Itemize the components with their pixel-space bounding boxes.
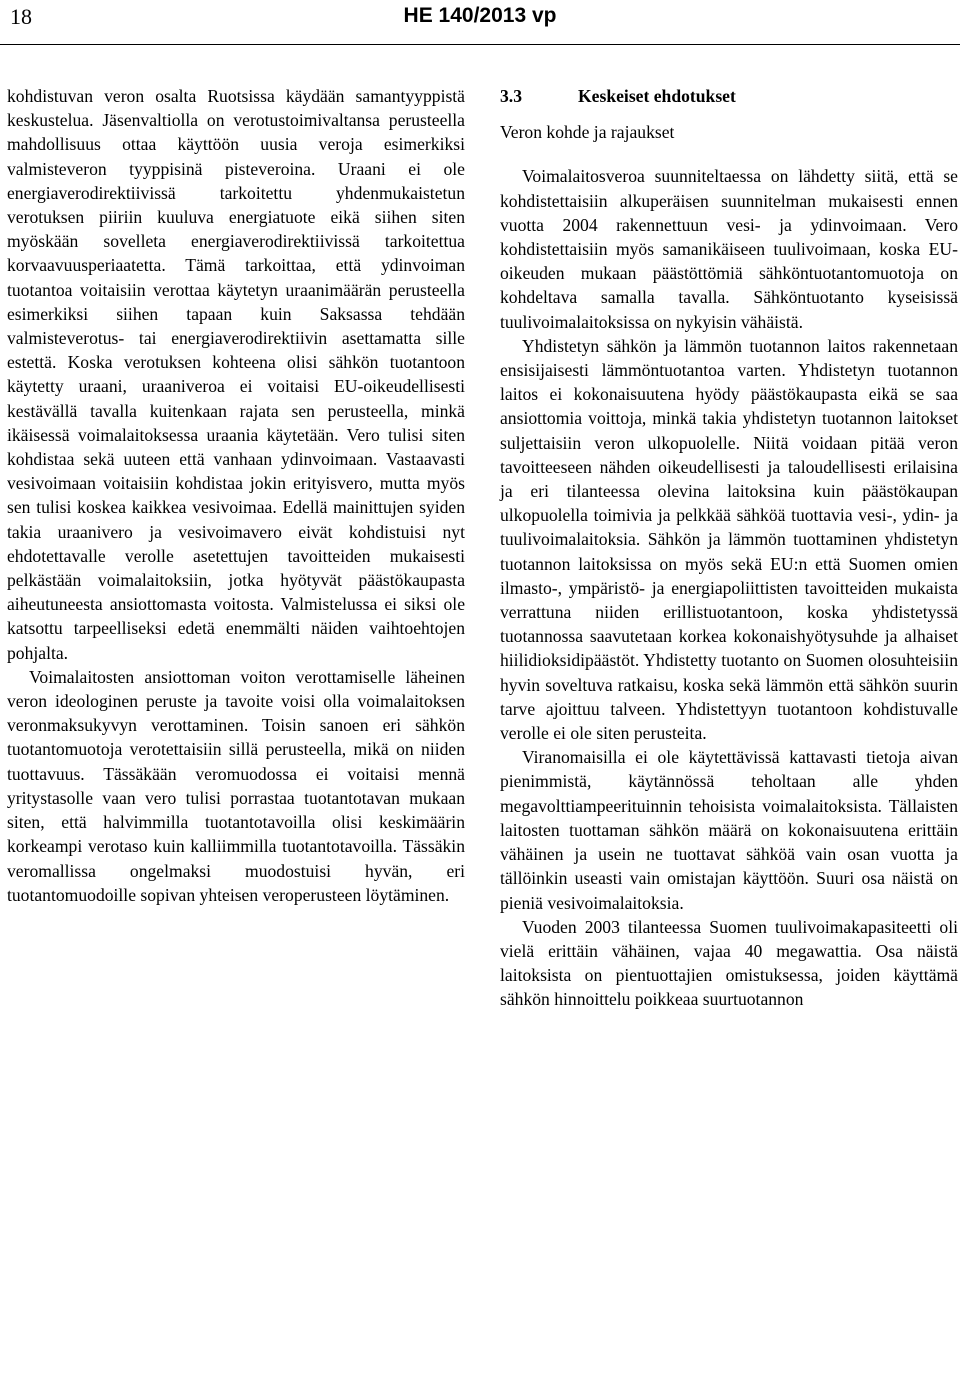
section-title: Keskeiset ehdotukset xyxy=(578,86,736,106)
page-number: 18 xyxy=(10,4,32,29)
document-id: HE 140/2013 vp xyxy=(403,4,557,27)
section-heading xyxy=(500,84,958,108)
body-paragraph: Voimalaitosten ansiottoman voiton verottamiselle läheinen veron ideologinen peruste ja tavoite voisi olla voimalaitoksen veronmaksukyvyn verottaminen. Toisin sanoen eri sähkön tuotantomuotoja verotettaisiin sillä perusteella, mikä on niiden tuottavuus. Tässäkään veromuodossa ei voitaisi mennä yritystasolle vaan vero tulisi porrastaa tuotantotavan mukaan siten, että halvimmilla tuotantotavoilla olisi keskimäärin korkeampi verotaso kuin kalliimmilla tuotantotavoilla. Tässäkin veromallissa ongelmaksi muodostuisi hyvän, eri tuotantomuodoille sopivan yhteisen veroperusteen löytäminen. xyxy=(7,666,465,905)
section-number: 3.3 xyxy=(500,86,522,106)
body-paragraph: kohdistuvan veron osalta Ruotsissa käydään samantyyppistä keskustelua. Jäsenvaltiolla on verotustoimivaltansa perusteella mahdollisuus ottaa käyttöön uusia veroja esimerkiksi valmisteveron tyyppisinä pisteveroina. Uraani ei ole energiaverodirektiivissä tarkoitettu yhdenmukaistetun verotuksen piiriin kuuluva energiatuote eikä siihen siten myöskään sovelleta energiaverodirektiivissä tarkoitettua korvaavuusperiaatetta. Tämä tarkoittaa, että ydinvoiman tuotantoa voitaisiin verottaa käytetyn uraanimäärän perusteella esimerkiksi siihen tapaan kuin Saksassa tehdään valmisteverotus- tai energiaverodirektiivin asettamatta sille estettä. Koska verotuksen kohteena olisi sähkön tuotantoon käytetty uraani, uraaniveroa ei voitaisi EU-oikeudellisesti kestävällä tavalla kuitenkaan rajata sen perusteella, minkä ikäisessä voimalaitoksessa uraania käytetään. Vero tulisi siten kohdistaa sekä uuteen että vanhaan ydinvoimaan. Vastaavasti vesivoimaan voitaisiin kohdistaa jokin erityisvero, mutta myös sen tulisi koskea kaikkea vesivoimaa. Edellä mainittujen syiden takia uraanivero ja vesivoimavero eivät kohdistuisi nyt ehdotettavalle verolle asetettujen tavoitteiden mukaisesti pelkästään voimalaitoksiin, jotka hyötyvät päästökaupasta aiheutuneesta ansiottomasta voitosta. Valmistelussa ei siksi ole katsottu tarpeelliseksi edetä enemmälti näiden vaihtoehtojen pohjalta. xyxy=(7,86,465,663)
left-column xyxy=(7,84,465,907)
body-paragraph: Voimalaitosveroa suunniteltaessa on lähdetty siitä, että se kohdistettaisiin alkuperäisen suunnitelman mukaisesti ennen vuotta 2004 rakennettuun vesi- ja ydinvoimaan. Vero kohdistettaisiin myös samanikäiseen tuulivoimaan, koska EU-oikeuden mukaan päästöttömiä sähköntuotantomuotoja on kohdeltava samalla tavalla. Sähköntuotanto kyseisissä tuulivoimalaitoksissa on nykyisin vähäistä. xyxy=(500,166,958,332)
header-rule xyxy=(0,44,960,45)
body-paragraph: Yhdistetyn sähkön ja lämmön tuotannon laitos rakennetaan ensisijaisesti lämmöntuotantoa varten. Yhdistetyn tuotannon laitos ei kokonaisuutena hyödy päästökaupasta eikä se saa ansiottomia voittoja, minkä takia yhdistetyn tuotannon laitokset suljettaisiin veron ulkopuolelle. Niitä voidaan pitää veron tavoitteeseen nähden oikeudellisesti ja taloudellisesti erilaisina ja eri tilanteessa olevina laitoksina kuin päästökaupan ulkopuolella toimivia ja pelkkää sähköä tuottavia vesi-, ydin- ja tuulivoimalaitoksia. Sähkön ja lämmön tuottaminen yhdistetyn tuotannon laitoksissa on myös sekä EU:n että Suomen omien ilmasto-, ympäristö- ja energiapoliittisten tavoitteiden mukaista verrattuna niiden erillistuotantoon, koska yhdistetyssä tuotannossa saavutetaan korkea kokonaishyötysuhde ja alhaiset hiilidioksidipäästöt. Yhdistetty tuotanto on Suomen olosuhteisiin hyvin soveltuva ratkaisu, koska sekä lämmön että sähkön suurin tarve ajoittuu talveen. Yhdistettyyn tuotantoon kohdistuvalle verolle ei ole siten perusteita. xyxy=(500,335,958,744)
subsection-title: Veron kohde ja rajaukset xyxy=(500,122,675,143)
body-paragraph: Vuoden 2003 tilanteessa Suomen tuulivoimakapasiteetti oli vielä erittäin vähäinen, vajaa 40 megawattia. Osa näistä laitoksista on pientuottajien omistuksessa, joiden käyttämä sähkön hinnoittelu poikkeaa suurtuotannon xyxy=(500,916,958,1010)
body-paragraph: Viranomaisilla ei ole käytettävissä kattavasti tietoja aivan pienimmistä, käytännössä teholtaan alle yhden megavolttiampeerituinnin tehoisista voimalaitoksista. Tällaisten laitosten tuottaman sähkön määrä on kokonaisuutena erittäin vähäinen ja usein ne tuottavat sähköä vain osan vuotta ja tällöinkin useasti vain omistajan käyttöön. Suuri osa näistä on pieniä vesivoimalaitoksia. xyxy=(500,747,958,913)
page-header xyxy=(0,0,960,40)
right-column xyxy=(500,84,958,1012)
